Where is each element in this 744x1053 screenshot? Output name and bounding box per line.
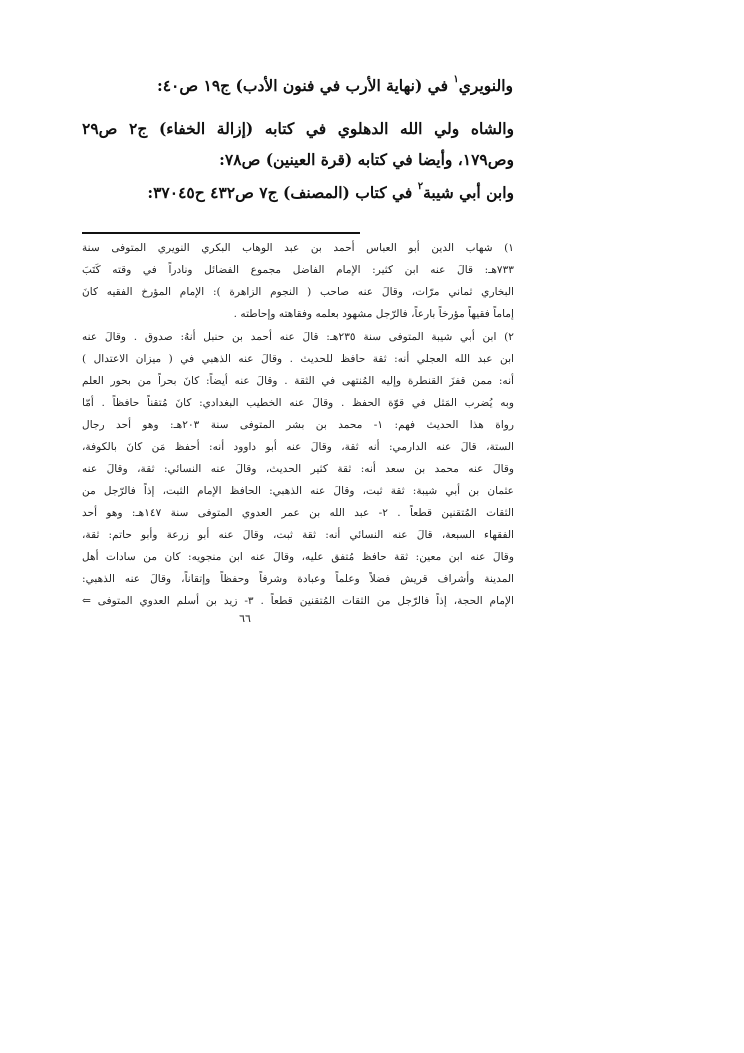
footnote-line: الفقهاء السبعة، قالَ عنه النسائي أنه: ثقة ثبت، وقالَ عنه أبو زرعة وأبو حاتم: ثقة،	[82, 529, 514, 541]
footnote-line: وقالَ عنه محمد بن سعد أنه: ثقة كثير الحديث، وقالَ عنه النسائي: ثقة، وقالَ عنه	[82, 463, 514, 475]
footnote-line: ابن عبد الله العجلي أنه: ثقة حافظ للحديث . وقالَ عنه الذهبي في ( ميزان الاعتدال )	[82, 353, 514, 365]
footnote-line: إماماً فقيهاً مؤرخاً بارعاً، فالرّجل مشهود بعلمه وفقاهته وإحاطته .	[233, 308, 514, 320]
footnote-ref-2: ٢	[417, 181, 424, 192]
main-text-line-2: والشاه ولي الله الدهلوي في كتابه (إزالة الخفاء) ج٢ ص٢٩	[82, 119, 515, 138]
footnote-line: الإمام الحجة، إذاً فالرّجل من الثقات المُتقنين قطعاً . ٣- زيد بن أسلم العدوي المتوفى ⇐	[82, 595, 514, 607]
footnote-line: أنه: ممن قفزَ القنطرة وإليه المُنتهى في الثقة . وقالَ عنه أيضاً: كانَ بحراً من بحور العلم	[82, 375, 514, 387]
footnote-line: ١) شهاب الدين أبو العباس أحمد بن عبد الوهاب البكري النويري المتوفى سنة	[82, 242, 514, 254]
main-text-line-1: والنويري$^١$ في (نهاية الأرب في فنون الأدب) ج١٩ ص٤٠:	[156, 74, 513, 95]
footnote-ref-1: ١	[453, 74, 459, 85]
main-text-line-3: وص١٧٩، وأيضا في كتابه (قرة العينين) ص٧٨:	[219, 150, 514, 169]
footnote-line: الثقات المُتقنين قطعاً . ٢- عبد الله بن عمر العدوي المتوفى سنة ١٤٧هـ: وهو أحد	[82, 507, 514, 519]
footnote-line: المدينة وأشراف قريش فضلاً وعلماً وعبادة وشرفاً وحفظاً وإتقاناً، وقالَ عنه الذهبي:	[82, 573, 514, 585]
footnote-line: ٧٣٣هـ: قالَ عنه ابن كثير: الإمام الفاضل مجموع الفضائل ونادراً في وقته كَتَبَ	[82, 264, 514, 276]
footnote-line: رواة هذا الحديث فهم: ١- محمد بن بشر المتوفى سنة ٢٠٣هـ: وهو أحد رجال	[82, 419, 514, 431]
footnote-line: البخاري ثماني مرّات، وقالَ عنه صاحب ( النجوم الزاهرة ): الإمام المؤرخ الفقيه كانَ	[82, 286, 514, 298]
footnote-separator	[82, 232, 360, 234]
main-text-line-4: وابن أبي شيبة$^٢$ في كتاب (المصنف) ج٧ ص٤٣٢ ح٣٧٠٤٥:	[147, 181, 514, 202]
footnote-line: وبه يُضرب المَثل في قوّة الحفظ . وقالَ عنه الخطيب البغدادي: كانَ مُتقناً حافظاً . أمّا	[82, 397, 514, 409]
footnote-line: عثمان بن أبي شيبة: ثقة ثبت، وقالَ عنه الذهبي: الحافظ الإمام الثبت، إذاً فالرّجل من	[82, 485, 514, 497]
footnote-line: الستة، قالَ عنه الدارمي: أنه ثقة، وقالَ عنه أبو داوود أنه: أحفظ مَن كانَ بالكوفة،	[82, 441, 514, 453]
page-number: ٦٦	[239, 612, 251, 625]
footnote-line: وقالَ عنه ابن معين: ثقة حافظ مُتفق عليه، وقالَ عنه ابن منجويه: كان من سادات أهل	[82, 551, 514, 563]
footnote-line: ٢) ابن أبي شيبة المتوفى سنة ٢٣٥هـ: قالَ عنه أحمد بن حنبل أنهُ: صدوق . وقالَ عنه	[82, 331, 514, 343]
